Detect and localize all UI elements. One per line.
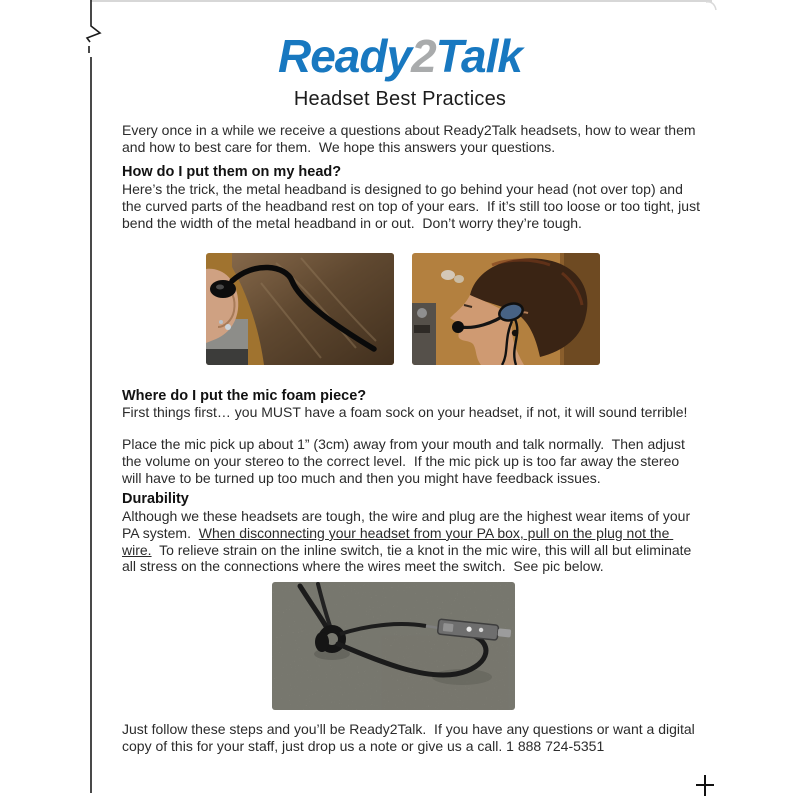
- intro-paragraph: Every once in a while we receive a questions about Ready2Talk headsets, how to wear them and how to best care for them. We hope this answers your questions.: [122, 122, 700, 155]
- heading-mic-foam: Where do I put the mic foam piece?: [122, 388, 367, 404]
- heading-durability: Durability: [122, 491, 189, 507]
- paragraph-how-to-wear: Here’s the trick, the metal headband is designed to go behind your head (not over top) and the curved parts of the headband rest on top of your ears. If it’s still too loose or too tight, just bend the width of the metal headband in or out. Don’t worry they’re tough.: [122, 181, 704, 231]
- paragraph-foam-sock: First things first… you MUST have a foam sock on your headset, if not, it will sound terrible!: [122, 404, 688, 420]
- page-top-edge-line: [91, 0, 712, 2]
- page-left-edge-tear-line: [83, 0, 107, 795]
- photo-headset-side-profile: [412, 253, 600, 365]
- durability-text-after: To relieve strain on the inline switch, tie a knot in the mic wire, this will all but eliminate all stress on the connections where the wires meet the switch. See pic below.: [122, 541, 696, 575]
- page-title: Headset Best Practices: [293, 88, 507, 110]
- durability-text-before: Although we these headsets are tough, the wire and plug are the highest wear items of your PA system.: [122, 508, 695, 541]
- ready2talk-logo: [0, 30, 800, 82]
- photo-headset-back-of-head: [206, 253, 394, 365]
- logo-word-talk: Talk: [435, 30, 522, 82]
- paragraph-durability: [122, 508, 700, 575]
- heading-how-to-wear: How do I put them on my head?: [122, 164, 342, 180]
- page-corner-curl: [704, 0, 718, 12]
- paragraph-mic-placement: Place the mic pick up about 1” (3cm) away from your mouth and talk normally. Then adjust the volume on your stereo to the correct level. If the mic pick up is too far away the stereo will have to be turned up too much and then you might have feedback issues.: [122, 436, 689, 486]
- photo-cable-knot-inline-switch: [272, 582, 515, 710]
- logo-word-ready: Ready: [277, 30, 412, 82]
- logo-digit-2: 2: [411, 30, 436, 82]
- durability-text-underlined: When disconnecting your headset from your PA box, pull on the plug not the wire.: [122, 524, 674, 558]
- crop-plus-mark: [695, 770, 717, 798]
- closing-paragraph: Just follow these steps and you’ll be Ready2Talk. If you have any questions or want a digital copy of this for your staff, just drop us a note or give us a call. 1 888 724-5351: [122, 721, 699, 754]
